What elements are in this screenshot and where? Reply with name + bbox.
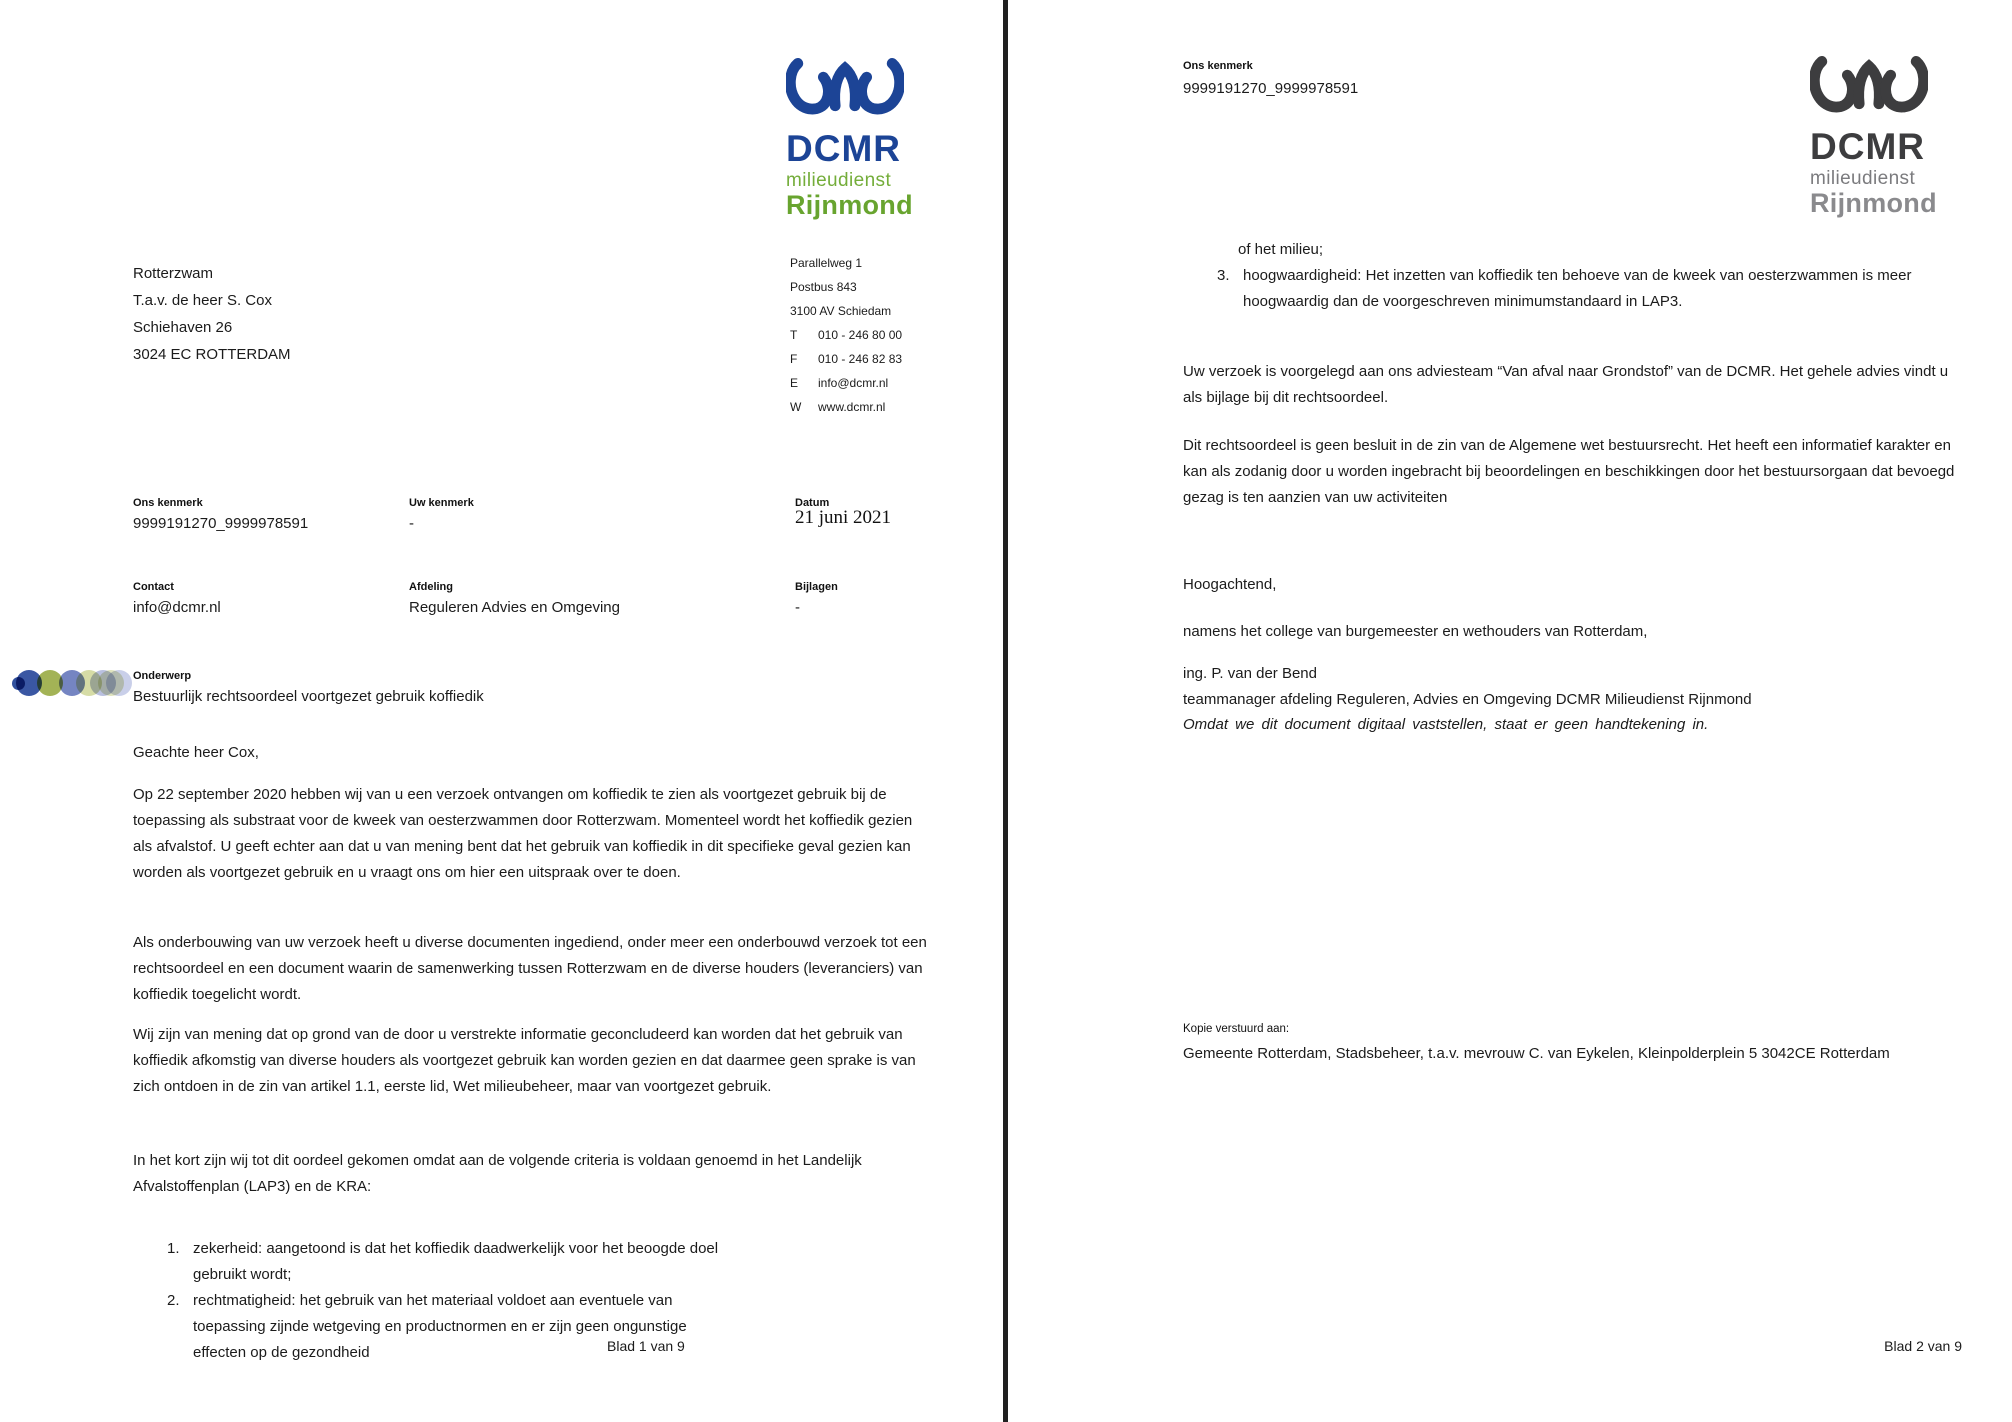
- salutation: Geachte heer Cox,: [133, 744, 259, 761]
- logo-brand-text: DCMR: [1810, 126, 1925, 167]
- copy-sent-text: Gemeente Rotterdam, Stadsbeheer, t.a.v. mevrouw C. van Eykelen, Kleinpolderplein 5 3042CE Rotterdam: [1183, 1045, 1890, 1062]
- ons-kenmerk-value: 9999191270_9999978591: [1183, 80, 1359, 97]
- uw-kenmerk-value: -: [409, 515, 414, 532]
- dcmr-wave-logo-icon: [1810, 50, 1928, 124]
- list-item-number: 3.: [1217, 267, 1230, 284]
- paragraph: Uw verzoek is voorgelegd aan ons adviesteam “Van afval naar Grondstof” van de DCMR. Het gehele advies vindt u als bijlage bij dit rechtsoordeel.: [1183, 363, 1949, 406]
- list-item-continuation: of het milieu;: [1238, 241, 1324, 258]
- datum-label: Datum: [795, 497, 830, 509]
- recipient-line: 3024 EC ROTTERDAM: [133, 346, 291, 363]
- dcmr-wave-logo-icon: [786, 52, 904, 126]
- afdeling-value: Reguleren Advies en Omgeving: [409, 599, 620, 616]
- closing-salutation: Hoogachtend,: [1183, 576, 1277, 593]
- signer-title: teammanager afdeling Reguleren, Advies en Omgeving DCMR Milieudienst Rijnmond: [1183, 691, 1752, 708]
- sender-contact-block: [790, 251, 902, 419]
- list-item-text: hoogwaardigheid: Het inzetten van koffiedik ten behoeve van de kweek van oesterzwammen is meer hoogwaardig dan de voorgeschreven minimumstandaard in LAP3.: [1243, 267, 1912, 310]
- datum-value: 21 juni 2021: [795, 507, 892, 528]
- sender-fax-line: [790, 347, 902, 371]
- email-prefix: E: [790, 376, 799, 390]
- afdeling-label: Afdeling: [409, 581, 453, 593]
- list-item-text: zekerheid: aangetoond is dat het koffiedik daadwerkelijk voor het beoogde doel gebruikt wordt;: [193, 1240, 719, 1283]
- bijlagen-label: Bijlagen: [795, 581, 838, 593]
- paragraph: Wij zijn van mening dat op grond van de door u verstrekte informatie geconcludeerd kan worden dat het gebruik van koffiedik afkomstig van diverse houders als voortgezet gebruik kan worden gezien en dat daarmee geen sprake is van zich ontdoen in de zin van artikel 1.1, eerste lid, Wet milieubeheer, maar van voortgezet gebruik.: [133, 1026, 916, 1095]
- page-number-footer: Blad 1 van 9: [607, 1338, 685, 1354]
- recipient-address-block: [133, 260, 291, 368]
- fax-number: 010 - 246 82 83: [818, 352, 903, 366]
- fax-prefix: F: [790, 352, 798, 366]
- phone-number: 010 - 246 80 00: [818, 328, 903, 342]
- dcmr-logo: [786, 52, 916, 220]
- list-item: [1217, 263, 1938, 315]
- sender-website-line: [790, 395, 902, 419]
- ons-kenmerk-label: Ons kenmerk: [133, 497, 203, 509]
- paragraph: Dit rechtsoordeel is geen besluit in de zin van de Algemene wet bestuursrecht. Het heeft een informatief karakter en kan als zodanig door u worden ingebracht bij beoordelingen en beschikkingen door het bestuursorgaan dat bevoegd gezag is ten aanzien van uw activiteiten: [1183, 437, 1955, 506]
- sender-address-line: Postbus 843: [790, 280, 857, 294]
- paragraph: Als onderbouwing van uw verzoek heeft u diverse documenten ingediend, onder meer een onderbouwd verzoek tot een rechtsoordeel en een document waarin de samenwerking tussen Rotterzwam en de diverse houders (leveranciers) van koffiedik toegelicht wordt.: [133, 934, 927, 1003]
- signer-name: ing. P. van der Bend: [1183, 665, 1317, 682]
- contact-label: Contact: [133, 581, 174, 593]
- recipient-line: Schiehaven 26: [133, 319, 233, 336]
- contact-value: info@dcmr.nl: [133, 599, 221, 616]
- letter-page-2: [1008, 0, 2012, 1422]
- onderwerp-value: Bestuurlijk rechtsoordeel voortgezet gebruik koffiedik: [133, 688, 484, 705]
- logo-subtitle-rijnmond: Rijnmond: [1810, 188, 1937, 218]
- logo-brand-text: DCMR: [786, 128, 901, 169]
- digital-signature-note: Omdat we dit document digitaal vaststellen, staat er geen handtekening in.: [1183, 716, 1709, 733]
- sender-phone-line: [790, 323, 902, 347]
- list-item-number: 2.: [167, 1292, 180, 1309]
- dot-icon: [106, 670, 132, 696]
- sender-address-line: Parallelweg 1: [790, 256, 863, 270]
- list-item: [167, 1236, 742, 1288]
- sender-address-line: 3100 AV Schiedam: [790, 304, 892, 318]
- uw-kenmerk-label: Uw kenmerk: [409, 497, 474, 509]
- website-url: www.dcmr.nl: [818, 400, 886, 414]
- ons-kenmerk-value: 9999191270_9999978591: [133, 515, 309, 532]
- copy-sent-label: Kopie verstuurd aan:: [1183, 1023, 1290, 1035]
- list-item-number: 1.: [167, 1240, 180, 1257]
- page-number-footer: Blad 2 van 9: [1884, 1338, 1962, 1354]
- web-prefix: W: [790, 400, 802, 414]
- onderwerp-label: Onderwerp: [133, 670, 192, 682]
- paragraph: In het kort zijn wij tot dit oordeel gekomen omdat aan de volgende criteria is voldaan genoemd in het Landelijk Afvalstoffenplan (LAP3) en de KRA:: [133, 1152, 862, 1195]
- logo-subtitle-milieudienst: milieudienst: [1810, 168, 1916, 189]
- ons-kenmerk-label: Ons kenmerk: [1183, 60, 1253, 72]
- logo-subtitle-milieudienst: milieudienst: [786, 170, 892, 191]
- recipient-line: Rotterzwam: [133, 265, 214, 282]
- on-behalf-line: namens het college van burgemeester en wethouders van Rotterdam,: [1183, 623, 1648, 640]
- recipient-line: T.a.v. de heer S. Cox: [133, 292, 272, 309]
- letter-page-1: [0, 0, 1003, 1422]
- paragraph: Op 22 september 2020 hebben wij van u een verzoek ontvangen om koffiedik te zien als voortgezet gebruik bij de toepassing als substraat voor de kweek van oesterzwammen door Rotterzwam. Momenteel wordt het koffiedik gezien als afvalstof. U geeft echter aan dat u van mening bent dat het gebruik van koffiedik in dit specifieke geval gezien kan worden als voortgezet gebruik en u vraagt ons om hier een uitspraak over te doen.: [133, 786, 913, 881]
- dcmr-logo-grayscale: [1810, 50, 1940, 218]
- list-item: [167, 1288, 742, 1366]
- list-item-text: rechtmatigheid: het gebruik van het materiaal voldoet aan eventuele van toepassing zijnde wetgeving en productnormen en er zijn geen ongunstige effecten op de gezondheid: [193, 1292, 687, 1361]
- bijlagen-value: -: [795, 599, 800, 616]
- logo-subtitle-rijnmond: Rijnmond: [786, 190, 913, 220]
- email-address: info@dcmr.nl: [818, 376, 889, 390]
- sender-email-line: [790, 371, 902, 395]
- phone-prefix: T: [790, 328, 798, 342]
